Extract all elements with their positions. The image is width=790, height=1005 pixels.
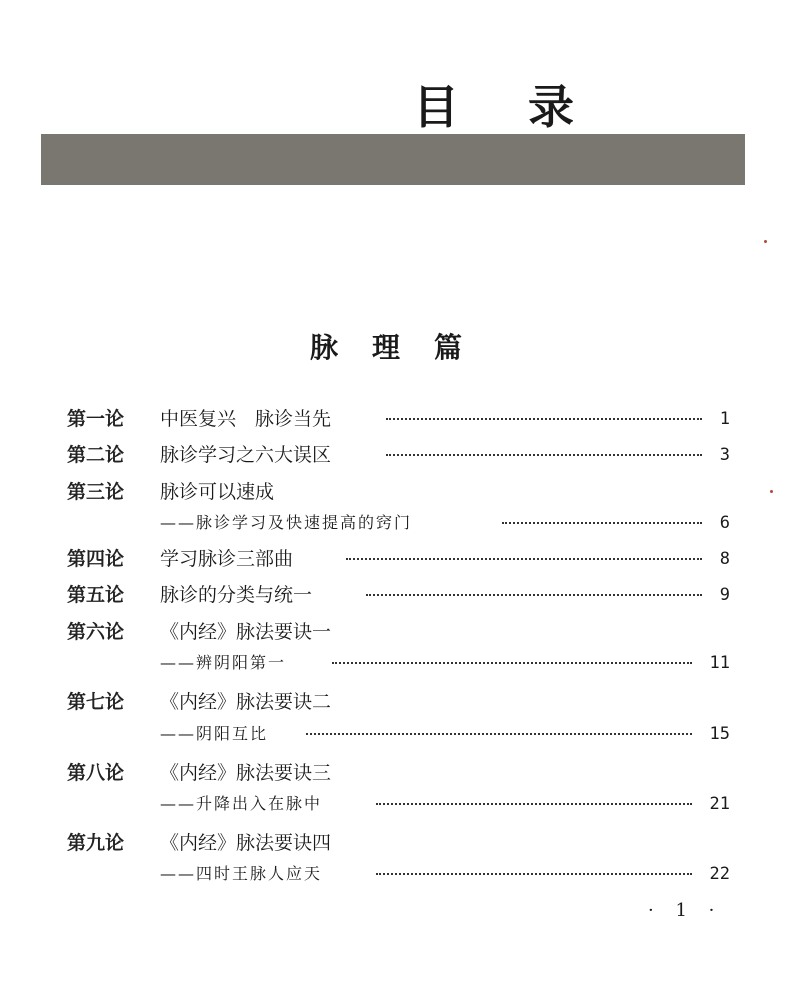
toc-entry[interactable] [0,828,790,858]
toc-entry-number: 第九论 [67,832,125,854]
toc-entry-page: 15 [709,724,730,744]
toc-entry[interactable] [0,758,790,788]
toc-entry[interactable] [0,404,790,434]
leader-dots [306,733,692,735]
toc-entry-subtitle: ——辨阴阳第一 [160,653,287,672]
toc-entry-number: 第七论 [67,691,125,713]
page-title-char: 录 [528,80,574,134]
toc-entry-title: 中医复兴 脉诊当先 [160,408,332,430]
toc-entry-subtitle: ——阴阳互比 [160,724,269,743]
toc-entry-title: 脉诊的分类与统一 [160,584,313,606]
leader-dots [332,662,692,664]
toc-entry-page: 8 [719,549,730,569]
toc-entry-page: 6 [719,513,730,533]
toc-entry-title: 学习脉诊三部曲 [160,548,294,570]
toc-entry-title: 《内经》脉法要诀四 [160,832,332,854]
toc-entry-subtitle-row[interactable] [0,789,790,819]
section-title-char: 脉 [310,331,339,364]
toc-entry[interactable] [0,617,790,647]
section-title-char: 理 [372,331,401,364]
print-speck [764,240,767,243]
toc-entry-page: 21 [709,794,730,814]
toc-entry-number: 第五论 [67,584,125,606]
leader-dots [386,418,702,420]
toc-entry-subtitle-row[interactable] [0,859,790,889]
toc-entry-number: 第六论 [67,621,125,643]
toc-entry-number: 第一论 [67,408,125,430]
toc-entry[interactable] [0,477,790,507]
toc-entry-page: 22 [709,864,730,884]
toc-entry[interactable] [0,544,790,574]
toc-entry-title: 脉诊学习之六大误区 [160,444,332,466]
toc-entry-subtitle-row[interactable] [0,648,790,678]
page-title-char: 目 [413,80,459,134]
toc-entry-number: 第二论 [67,444,125,466]
toc-entry-page: 3 [719,445,730,465]
leader-dots [346,558,702,560]
toc-entry-page: 11 [709,653,730,673]
page-number: · 1 · [648,900,723,921]
print-speck [770,490,773,493]
toc-entry[interactable] [0,440,790,470]
leader-dots [376,803,692,805]
toc-entry-subtitle: ——升降出入在脉中 [160,794,323,813]
toc-entry-title: 《内经》脉法要诀一 [160,621,332,643]
toc-entry-number: 第四论 [67,548,125,570]
toc-entry-page: 1 [719,409,730,429]
leader-dots [376,873,692,875]
toc-entry-number: 第八论 [67,762,125,784]
toc-entry[interactable] [0,687,790,717]
toc-entry[interactable] [0,580,790,610]
toc-entry-title: 《内经》脉法要诀三 [160,762,332,784]
toc-entry-subtitle: ——四时王脉人应天 [160,864,323,883]
toc-entry-number: 第三论 [67,481,125,503]
toc-entry-title: 脉诊可以速成 [160,481,275,503]
toc-entry-page: 9 [719,585,730,605]
section-title-char: 篇 [434,331,463,364]
toc-entry-title: 《内经》脉法要诀二 [160,691,332,713]
toc-entry-subtitle-row[interactable] [0,719,790,749]
leader-dots [366,594,702,596]
toc-entry-subtitle: ——脉诊学习及快速提高的窍门 [160,513,413,532]
leader-dots [386,454,702,456]
toc-entry-subtitle-row[interactable] [0,508,790,538]
leader-dots [502,522,702,524]
